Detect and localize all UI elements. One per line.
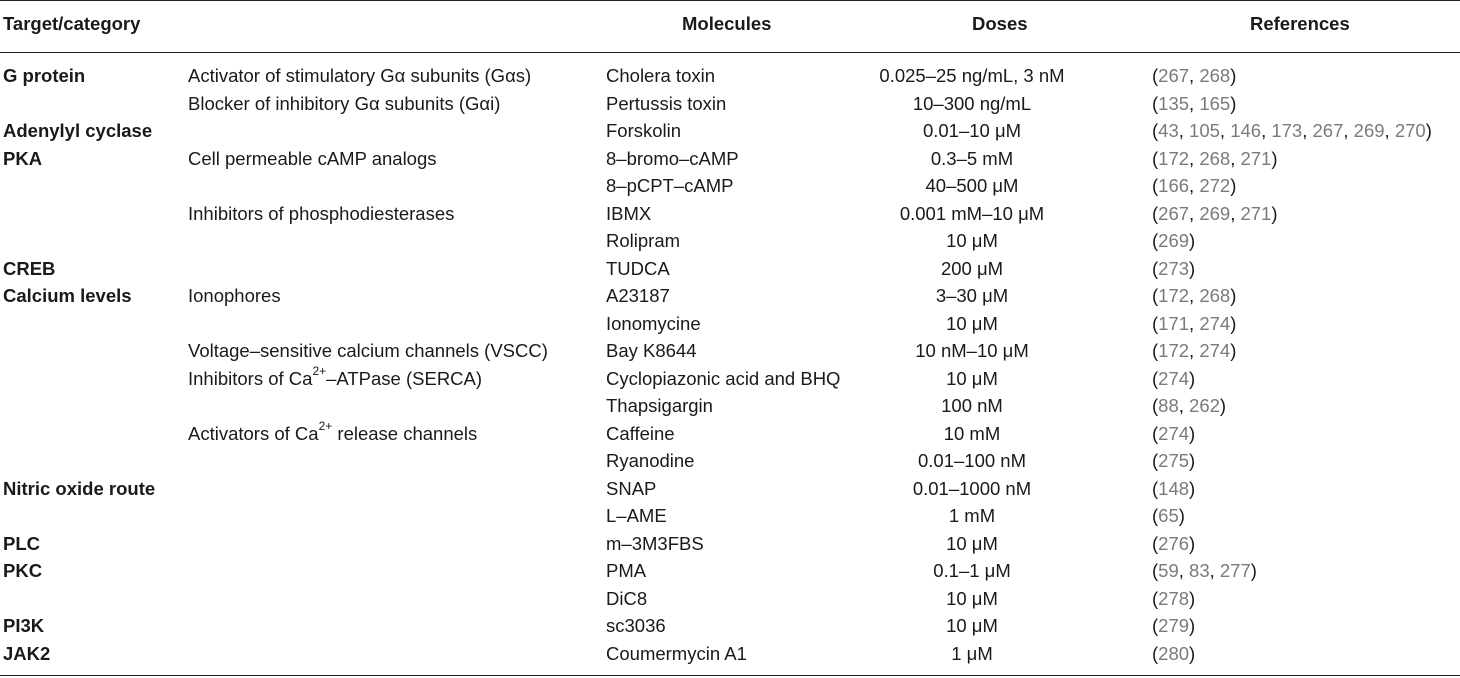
header-target: Target/category bbox=[3, 13, 141, 34]
reference-link[interactable]: 65 bbox=[1158, 505, 1179, 526]
reference-link[interactable]: 274 bbox=[1199, 340, 1231, 361]
subcategory-text: –ATPase (SERCA) bbox=[326, 367, 483, 389]
molecule-cell: TUDCA bbox=[606, 257, 670, 279]
target-cell: PI3K bbox=[3, 615, 45, 636]
reference-link[interactable]: 274 bbox=[1158, 367, 1190, 389]
superscript-charge: 2+ bbox=[318, 419, 333, 434]
reference-link[interactable]: 269 bbox=[1199, 202, 1231, 224]
reference-link[interactable]: 277 bbox=[1219, 560, 1251, 581]
dose-cell: 10 μM bbox=[946, 615, 998, 636]
reference-link[interactable]: 59 bbox=[1158, 560, 1179, 581]
references-cell: (172, 268, 271) bbox=[1152, 147, 1278, 169]
references-cell: (278) bbox=[1152, 587, 1196, 609]
table-row bbox=[0, 172, 1460, 200]
dose-cell: 0.01–10 μM bbox=[922, 120, 1022, 141]
target-cell: Adenylyl cyclase bbox=[3, 120, 153, 141]
references-cell: (172, 274) bbox=[1152, 340, 1237, 361]
dose-cell: 10 mM bbox=[943, 422, 1001, 444]
table-header bbox=[0, 13, 1460, 41]
dose-cell: 10 μM bbox=[946, 532, 998, 554]
table-row bbox=[0, 200, 1460, 228]
reference-link[interactable]: 146 bbox=[1230, 120, 1262, 141]
references-cell: (43, 105, 146, 173, 267, 269, 270) bbox=[1152, 120, 1432, 141]
dose-cell: 10–300 ng/mL bbox=[912, 92, 1032, 114]
table-row bbox=[0, 502, 1460, 530]
target-cell: PKC bbox=[3, 560, 43, 581]
references-cell: (279) bbox=[1152, 615, 1196, 636]
reference-link[interactable]: 274 bbox=[1199, 312, 1231, 334]
table-row bbox=[0, 310, 1460, 338]
table-row bbox=[0, 227, 1460, 255]
molecule-cell: Caffeine bbox=[606, 422, 675, 444]
subcategory-cell: Activator of stimulatory Gα subunits (Gαs) bbox=[188, 65, 532, 86]
dose-cell: 0.01–100 nM bbox=[917, 450, 1026, 471]
molecule-cell: Cyclopiazonic acid and BHQ bbox=[606, 367, 841, 389]
references-cell: (269) bbox=[1152, 230, 1196, 251]
header-molecules: Molecules bbox=[682, 13, 772, 34]
reference-link[interactable]: 268 bbox=[1199, 147, 1231, 169]
reference-link[interactable]: 275 bbox=[1158, 450, 1190, 471]
molecule-cell: IBMX bbox=[606, 202, 652, 224]
references-cell: (267, 269, 271) bbox=[1152, 202, 1278, 224]
table-row bbox=[0, 640, 1460, 668]
dose-cell: 0.3–5 mM bbox=[930, 147, 1014, 169]
dose-cell: 10 μM bbox=[946, 312, 998, 334]
reference-link[interactable]: 267 bbox=[1158, 65, 1190, 86]
reference-link[interactable]: 83 bbox=[1189, 560, 1210, 581]
molecule-cell: L–AME bbox=[606, 505, 667, 526]
reference-link[interactable]: 173 bbox=[1271, 120, 1303, 141]
dose-cell: 10 μM bbox=[946, 367, 998, 389]
molecule-cell: 8–pCPT–cAMP bbox=[606, 175, 734, 196]
target-cell: Nitric oxide route bbox=[3, 477, 156, 499]
table-row bbox=[0, 62, 1460, 90]
bottom-rule bbox=[0, 675, 1460, 676]
table-row bbox=[0, 117, 1460, 145]
table-row bbox=[0, 612, 1460, 640]
molecule-cell: sc3036 bbox=[606, 615, 666, 636]
dose-cell: 0.001 mM–10 μM bbox=[899, 202, 1045, 224]
subcategory-cell bbox=[188, 420, 477, 448]
dose-cell: 1 mM bbox=[948, 505, 996, 526]
reference-link[interactable]: 171 bbox=[1158, 312, 1190, 334]
target-cell: G protein bbox=[3, 65, 86, 86]
reference-link[interactable]: 274 bbox=[1158, 422, 1190, 444]
reference-link[interactable]: 271 bbox=[1240, 147, 1272, 169]
references-cell: (135, 165) bbox=[1152, 92, 1237, 114]
reference-link[interactable]: 148 bbox=[1158, 477, 1190, 499]
dose-cell: 0.1–1 μM bbox=[933, 560, 1011, 581]
dose-cell: 10 μM bbox=[946, 230, 998, 251]
reference-link[interactable]: 268 bbox=[1199, 285, 1231, 306]
table-row bbox=[0, 420, 1460, 448]
header-rule bbox=[0, 52, 1460, 53]
dose-cell: 10 μM bbox=[946, 587, 998, 609]
reference-link[interactable]: 88 bbox=[1158, 395, 1179, 416]
table-row bbox=[0, 475, 1460, 503]
molecule-cell: Bay K8644 bbox=[606, 340, 697, 361]
subcategory-cell: Blocker of inhibitory Gα subunits (Gαi) bbox=[188, 92, 501, 114]
target-cell: Calcium levels bbox=[3, 285, 132, 306]
dose-cell: 1 μM bbox=[951, 642, 993, 664]
molecule-cell: Coumermycin A1 bbox=[606, 642, 747, 664]
molecule-cell: m–3M3FBS bbox=[606, 532, 704, 554]
table-row bbox=[0, 392, 1460, 420]
target-cell: CREB bbox=[3, 257, 56, 279]
header-references: References bbox=[1250, 13, 1350, 34]
molecule-cell: Thapsigargin bbox=[606, 395, 713, 416]
dose-cell: 3–30 μM bbox=[935, 285, 1009, 306]
references-cell: (59, 83, 277) bbox=[1152, 560, 1257, 581]
table-row bbox=[0, 282, 1460, 310]
references-cell: (172, 268) bbox=[1152, 285, 1237, 306]
references-cell: (65) bbox=[1152, 505, 1185, 526]
top-rule bbox=[0, 0, 1460, 1]
dose-cell: 200 μM bbox=[940, 257, 1004, 279]
subcategory-cell: Inhibitors of phosphodiesterases bbox=[188, 202, 455, 224]
references-cell: (88, 262) bbox=[1152, 395, 1227, 416]
dose-cell: 100 nM bbox=[941, 395, 1003, 416]
table-row bbox=[0, 365, 1460, 393]
target-cell: PKA bbox=[3, 147, 43, 169]
subcategory-cell bbox=[188, 365, 482, 393]
target-cell: PLC bbox=[3, 532, 40, 554]
references-cell: (276) bbox=[1152, 532, 1196, 554]
reference-link[interactable]: 262 bbox=[1189, 395, 1220, 416]
reference-link[interactable]: 172 bbox=[1158, 147, 1190, 169]
molecule-cell: Ionomycine bbox=[606, 312, 701, 334]
subcategory-text: release channels bbox=[332, 422, 478, 444]
subcategory-cell: Voltage–sensitive calcium channels (VSCC) bbox=[188, 340, 548, 361]
table-body bbox=[0, 62, 1460, 667]
molecule-cell: 8–bromo–cAMP bbox=[606, 147, 739, 169]
table-row bbox=[0, 447, 1460, 475]
table-row bbox=[0, 585, 1460, 613]
reference-link[interactable]: 43 bbox=[1158, 120, 1179, 141]
table-row bbox=[0, 90, 1460, 118]
molecule-cell: PMA bbox=[606, 560, 647, 581]
reference-link[interactable]: 273 bbox=[1158, 257, 1190, 279]
reference-link[interactable]: 165 bbox=[1199, 92, 1231, 114]
reference-link[interactable]: 270 bbox=[1394, 120, 1426, 141]
reference-link[interactable]: 172 bbox=[1158, 340, 1190, 361]
references-cell: (171, 274) bbox=[1152, 312, 1237, 334]
references-cell: (274) bbox=[1152, 367, 1196, 389]
references-cell: (280) bbox=[1152, 642, 1196, 664]
reference-link[interactable]: 279 bbox=[1158, 615, 1190, 636]
reference-link[interactable]: 271 bbox=[1240, 202, 1272, 224]
dose-cell: 40–500 μM bbox=[925, 175, 1019, 196]
header-doses: Doses bbox=[972, 13, 1028, 34]
dose-cell: 0.025–25 ng/mL, 3 nM bbox=[879, 65, 1065, 86]
table-row bbox=[0, 557, 1460, 585]
references-cell: (148) bbox=[1152, 477, 1196, 499]
references-cell: (166, 272) bbox=[1152, 175, 1237, 196]
subcategory-text: Activators of Ca bbox=[188, 422, 319, 444]
molecule-cell: Pertussis toxin bbox=[606, 92, 727, 114]
reference-link[interactable]: 272 bbox=[1199, 175, 1231, 196]
molecule-cell: Forskolin bbox=[606, 120, 682, 141]
references-cell: (274) bbox=[1152, 422, 1196, 444]
table-row bbox=[0, 255, 1460, 283]
reference-link[interactable]: 269 bbox=[1353, 120, 1385, 141]
target-cell: JAK2 bbox=[3, 642, 51, 664]
molecule-cell: Rolipram bbox=[606, 230, 681, 251]
molecule-cell: DiC8 bbox=[606, 587, 648, 609]
reference-link[interactable]: 267 bbox=[1312, 120, 1344, 141]
molecule-cell: Ryanodine bbox=[606, 450, 695, 471]
table-row bbox=[0, 530, 1460, 558]
reference-link[interactable]: 278 bbox=[1158, 587, 1190, 609]
reference-link[interactable]: 172 bbox=[1158, 285, 1190, 306]
reference-link[interactable]: 268 bbox=[1199, 65, 1231, 86]
reference-link[interactable]: 276 bbox=[1158, 532, 1190, 554]
reference-link[interactable]: 280 bbox=[1158, 642, 1190, 664]
molecule-cell: Cholera toxin bbox=[606, 65, 716, 86]
reference-link[interactable]: 269 bbox=[1158, 230, 1190, 251]
superscript-charge: 2+ bbox=[312, 364, 327, 379]
references-cell: (267, 268) bbox=[1152, 65, 1237, 86]
subcategory-cell: Cell permeable cAMP analogs bbox=[188, 147, 437, 169]
table-row bbox=[0, 337, 1460, 365]
reference-link[interactable]: 166 bbox=[1158, 175, 1190, 196]
references-cell: (275) bbox=[1152, 450, 1196, 471]
subcategory-cell: Ionophores bbox=[188, 285, 281, 306]
reference-link[interactable]: 105 bbox=[1189, 120, 1220, 141]
reference-link[interactable]: 267 bbox=[1158, 202, 1190, 224]
molecule-cell: A23187 bbox=[606, 285, 670, 306]
references-cell: (273) bbox=[1152, 257, 1196, 279]
table-row bbox=[0, 145, 1460, 173]
dose-cell: 10 nM–10 μM bbox=[915, 340, 1029, 361]
dose-cell: 0.01–1000 nM bbox=[912, 477, 1032, 499]
subcategory-text: Inhibitors of Ca bbox=[188, 367, 313, 389]
molecule-cell: SNAP bbox=[606, 477, 657, 499]
reference-link[interactable]: 135 bbox=[1158, 92, 1190, 114]
